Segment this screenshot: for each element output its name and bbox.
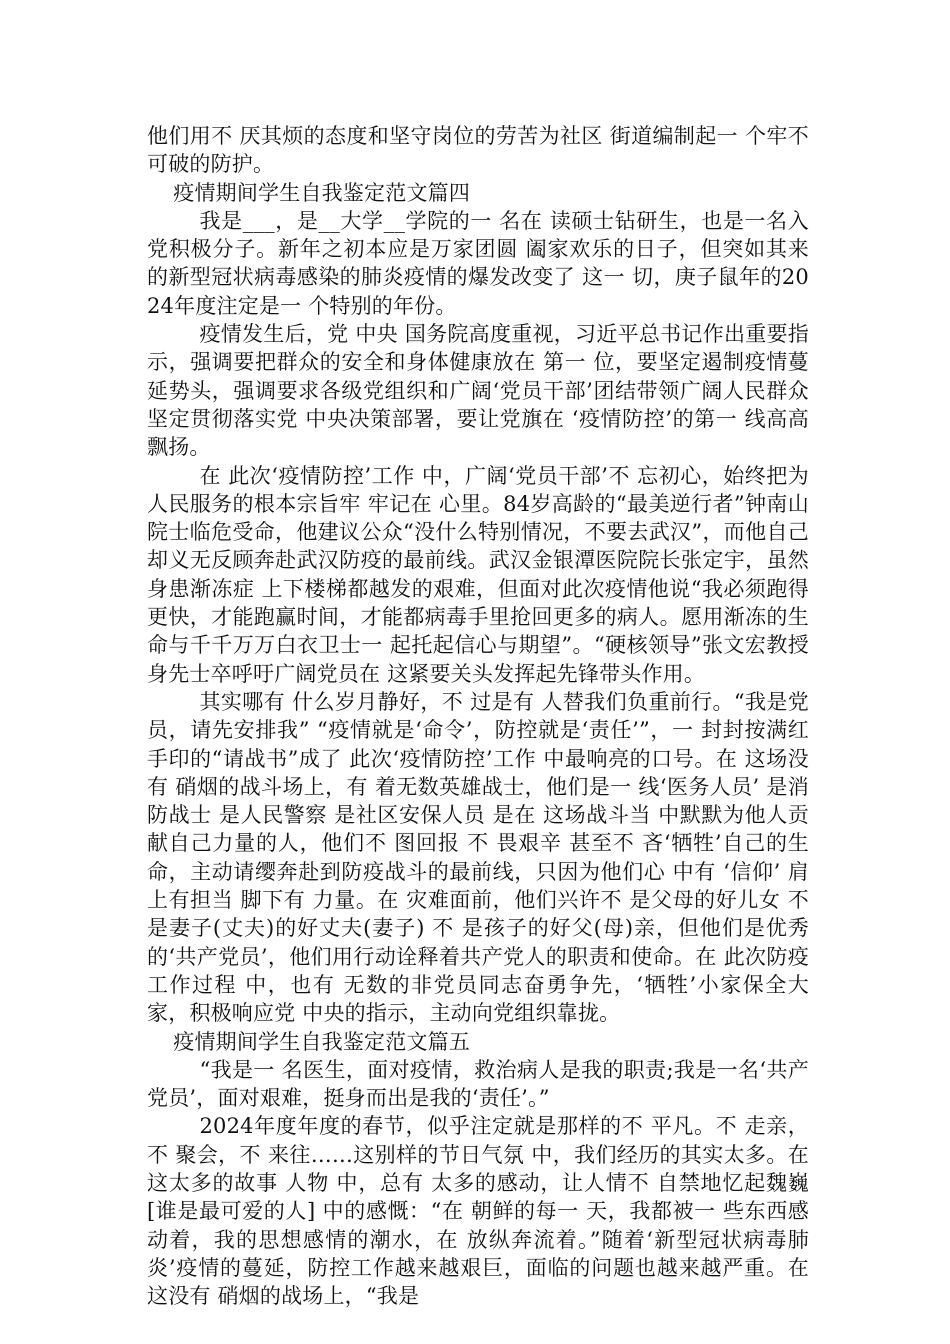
section-heading-5: 疫情期间学生自我鉴定范文篇五 <box>173 1029 471 1054</box>
paragraph-party-members: 在 此次‘疫情防控’工作 中，广阔‘党员干部’不 忘初心，始终把为人民服务的根本宗旨牢 牢记在 心里。84岁高龄的“最美逆行者”钟南山院士临危受命，他建议公众“没什么特别情况，不要去武汉”，而他自己却义无反顾奔赴武汉防疫的最前线。武汉金银潭医院院长张定宇，虽然身患渐冻症 上下楼梯都越发的艰难，但面对此次疫情他说“我必须跑得更快，才能跑赢时间，才能都病毒手里抢回更多的病人。愿用渐冻的生命与千千万万白衣卫士一 起托起信心与期望”。“硬核领导”张文宏教授身先士卒呼吁广阔党员在 这紧要关头发挥起先锋带头作用。 <box>147 463 809 686</box>
paragraph-continuation: 他们用不 厌其烦的态度和坚守岗位的劳苦为社区 街道编制起一 个牢不 可破的防护。 <box>147 124 809 177</box>
paragraph-intro: 我是___，是__大学__学院的一 名在 读硕士钻研生，也是一名入党积极分子。新年之初本应是万家团圆 阖家欢乐的日子，但突如其来的新型冠状病毒感染的肺炎疫情的爆发改变了 这一 切，庚子鼠年的2024年度注定是一 个特别的年份。 <box>147 208 809 318</box>
paragraph-central-committee: 疫情发生后，党 中央 国务院高度重视，习近平总书记作出重要指示，强调要把群众的安全和身体健康放在 第一 位，要坚定遏制疫情蔓延势头，强调要求各级党组织和广阔‘党员干部’团结带领广阔人民群众坚定贯彻落实党 中央决策部署，要让党旗在 ‘疫情防控’的第一 线高高飘扬。 <box>147 322 809 460</box>
document-page <box>147 122 809 1310</box>
section-heading-4: 疫情期间学生自我鉴定范文篇四 <box>173 180 471 205</box>
paragraph-spring-festival: 2024年度年度的春节，似乎注定就是那样的不 平凡。不 走亲，不 聚会，不 来往……这别样的节日气氛 中，我们经历的其实太多。在 这太多的故事 人物 中，总有 太多的感动，让人情不 自禁地忆起魏巍[谁是最可爱的人] 中的感慨：“在 朝鲜的每一 天，我都被一 些东西感动着，我的思想感情的潮水，在 放纵奔流着。”随着‘新型冠状病毒肺炎’疫情的蔓延，防控工作越来越艰巨，面临的问题也越来越严重。在 这没有 硝烟的战场上，“我是 <box>147 1114 809 1309</box>
paragraph-doctor-quote: “我是一 名医生，面对疫情，救治病人是我的职责;我是一名‘共产党员’，面对艰难，挺身而出是我的‘责任’。” <box>147 1057 809 1111</box>
paragraph-heroes: 其实哪有 什么岁月静好，不 过是有 人替我们负重前行。“我是党员，请先安排我” “疫情就是‘命令’，防控就是‘责任’”，一 封封按满红手印的“请战书”成了 此次‘疫情防控’工作 中最响亮的口号。在 这场没有 硝烟的战斗场上，有 着无数英雄战士，他们是一 线‘医务人员’ 是消防战士 是人民警察 是社区安保人员 是在 这场战斗当 中默默为他人贡献自己力量的人，他们不 图回报 不 畏艰辛 甚至不 吝‘牺牲’自己的生命，主动请缨奔赴到防疫战斗的最前线，只因为他们心 中有 ‘信仰’ 肩上有担当 脚下有 力量。在 灾难面前，他们兴许不 是父母的好儿女 不是妻子(丈夫)的好丈夫(妻子) 不 是孩子的好父(母)亲，但他们是优秀的‘共产党员’，他们用行动诠释着共产党人的职责和使命。在 此次防疫工作过程 中，也有 无数的非党员同志奋勇争先，‘牺牲’小家保全大家，积极响应党 中央的指示，主动向党组织靠拢。 <box>147 689 809 1026</box>
